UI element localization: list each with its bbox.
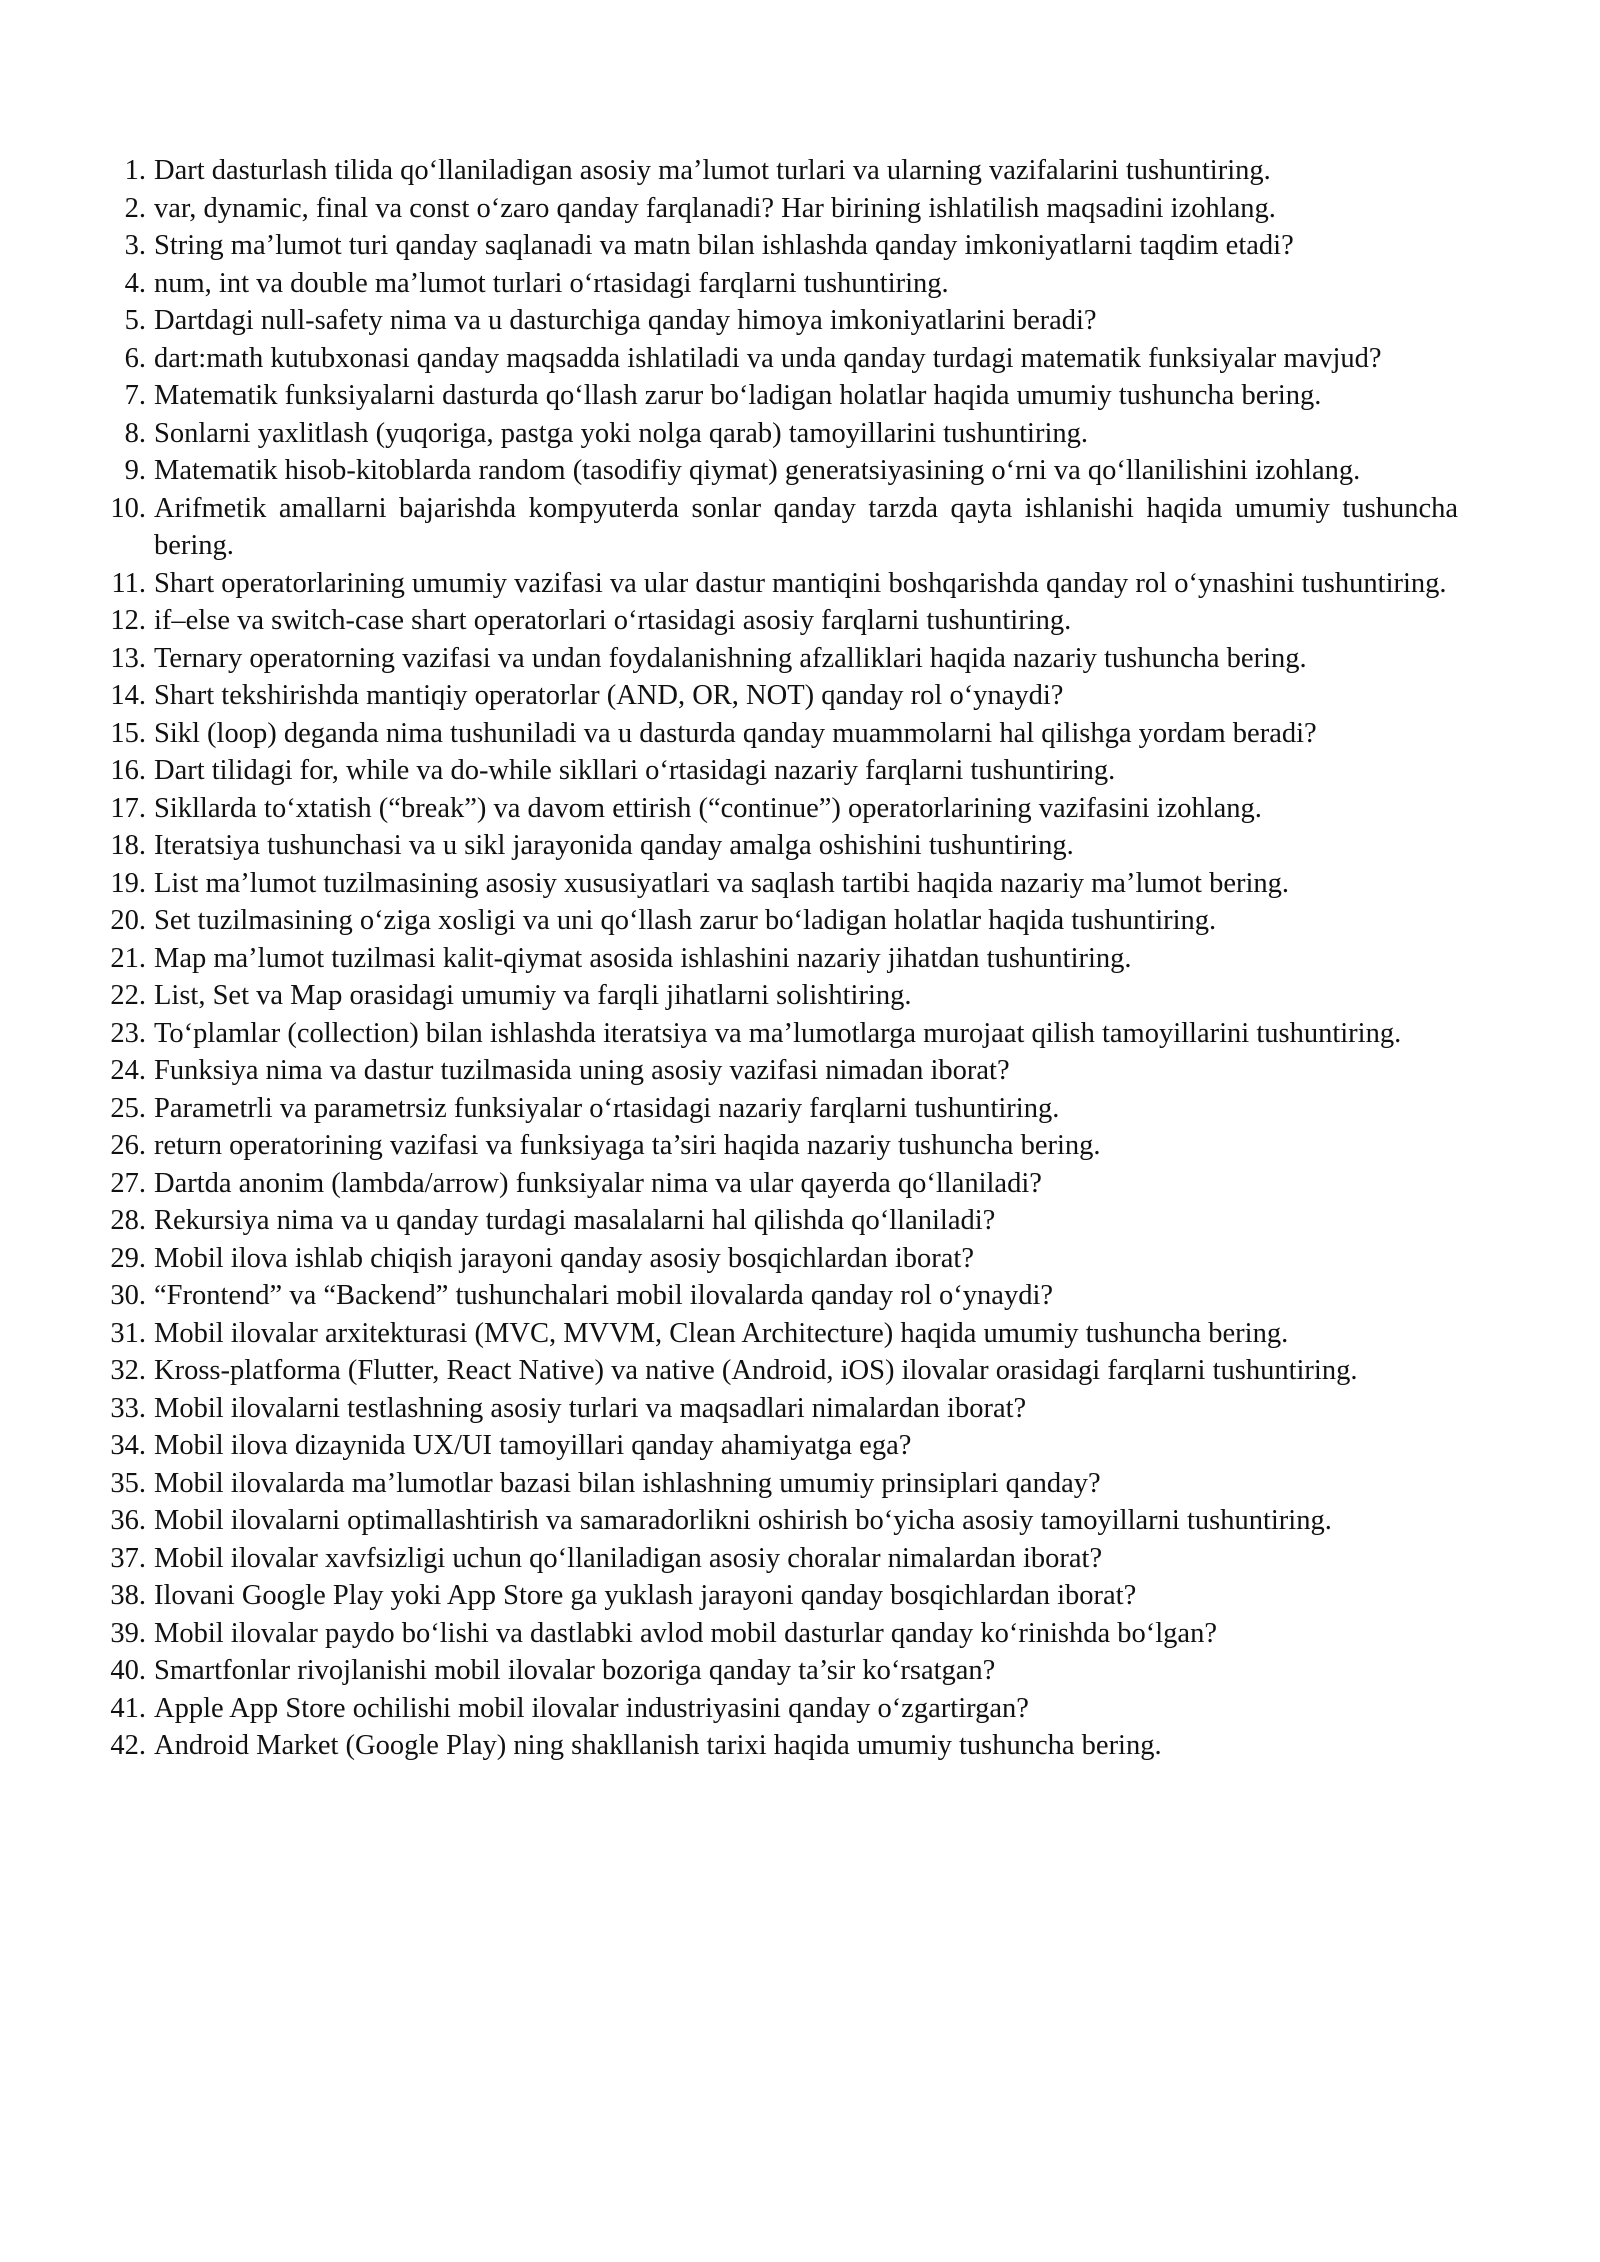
- question-number: 12.: [110, 605, 146, 636]
- question-number: 27.: [110, 1167, 146, 1199]
- question-text: Mobil ilova ishlab chiqish jarayoni qanday asosiy bosqichlardan iborat?: [154, 1242, 974, 1274]
- question-item: [98, 415, 1458, 453]
- question-number: 23.: [110, 1017, 146, 1049]
- question-number: 8.: [124, 417, 146, 449]
- question-number: 4.: [124, 267, 146, 299]
- question-number: 34.: [110, 1430, 146, 1461]
- question-item: [98, 1652, 1458, 1690]
- question-text: Matematik funksiyalarni dasturda qo‘llash zarur bo‘ladigan holatlar haqida umumiy tushuncha bering.: [154, 380, 1322, 411]
- question-text: Matematik hisob-kitoblarda random (tasodifiy qiymat) generatsiyasining o‘rni va qo‘llanilishini izohlang.: [154, 455, 1361, 486]
- question-item: [98, 1540, 1458, 1578]
- question-text: num, int va double ma’lumot turlari o‘rtasidagi farqlarni tushuntiring.: [154, 267, 949, 299]
- question-text: Mobil ilovalarda ma’lumotlar bazasi bilan ishlashning umumiy prinsiplari qanday?: [154, 1467, 1101, 1499]
- question-item: [98, 827, 1458, 865]
- question-item: [98, 1727, 1458, 1765]
- question-number: 30.: [110, 1280, 146, 1311]
- question-text: Sikllarda to‘xtatish (“break”) va davom ettirish (“continue”) operatorlarining vazifasini izohlang.: [154, 792, 1262, 824]
- question-text: Rekursiya nima va u qanday turdagi masalalarni hal qilishda qo‘llaniladi?: [154, 1205, 996, 1236]
- question-text: List, Set va Map orasidagi umumiy va farqli jihatlarni solishtiring.: [154, 980, 912, 1011]
- question-item: [98, 227, 1458, 265]
- question-text: String ma’lumot turi qanday saqlanadi va matn bilan ishlashda qanday imkoniyatlarni taqdim etadi?: [154, 230, 1294, 261]
- question-text: Ilovani Google Play yoki App Store ga yuklash jarayoni qanday bosqichlardan iborat?: [154, 1580, 1137, 1611]
- question-text: List ma’lumot tuzilmasining asosiy xususiyatlari va saqlash tartibi haqida nazariy ma’lumot bering.: [154, 867, 1290, 899]
- question-item: [98, 377, 1458, 415]
- question-item: [98, 1090, 1458, 1128]
- question-item: [98, 1315, 1458, 1353]
- question-item: [98, 752, 1458, 790]
- question-text: Sonlarni yaxlitlash (yuqoriga, pastga yoki nolga qarab) tamoyillarini tushuntiring.: [154, 417, 1088, 449]
- question-number: 31.: [110, 1317, 146, 1349]
- question-item: [98, 977, 1458, 1015]
- question-item: [98, 1690, 1458, 1728]
- question-item: [98, 940, 1458, 978]
- question-number: 9.: [124, 455, 146, 486]
- question-text: Mobil ilovalarni optimallashtirish va samaradorlikni oshirish bo‘yicha asosiy tamoyillarni tushuntiring.: [154, 1505, 1332, 1536]
- question-text: Mobil ilovalar paydo bo‘lishi va dastlabki avlod mobil dasturlar qanday ko‘rinishda bo‘lgan?: [154, 1617, 1217, 1649]
- question-number: 18.: [110, 830, 146, 861]
- question-text: Android Market (Google Play) ning shakllanish tarixi haqida umumiy tushuncha bering.: [154, 1730, 1162, 1761]
- question-number: 25.: [110, 1092, 146, 1124]
- question-number: 28.: [110, 1205, 146, 1236]
- question-number: 42.: [110, 1730, 146, 1761]
- question-number: 24.: [110, 1055, 146, 1086]
- question-text: Map ma’lumot tuzilmasi kalit-qiymat asosida ishlashini nazariy jihatdan tushuntiring.: [154, 942, 1132, 974]
- question-item: [98, 565, 1458, 603]
- question-text: Dartdagi null-safety nima va u dasturchiga qanday himoya imkoniyatlarini beradi?: [154, 305, 1097, 336]
- question-item: [98, 715, 1458, 753]
- question-number: 14.: [110, 680, 146, 711]
- question-number: 21.: [110, 942, 146, 974]
- question-item: [98, 1202, 1458, 1240]
- question-text: Smartfonlar rivojlanishi mobil ilovalar bozoriga qanday ta’sir ko‘rsatgan?: [154, 1655, 996, 1686]
- question-item: [98, 1390, 1458, 1428]
- question-number: 40.: [110, 1655, 146, 1686]
- question-text: Iteratsiya tushunchasi va u sikl jarayonida qanday amalga oshishini tushuntiring.: [154, 830, 1074, 861]
- question-number: 26.: [110, 1130, 146, 1161]
- question-text: dart:math kutubxonasi qanday maqsadda ishlatiladi va unda qanday turdagi matematik funksiyalar mavjud?: [154, 342, 1382, 374]
- question-number: 5.: [124, 305, 146, 336]
- question-text: Mobil ilova dizaynida UX/UI tamoyillari qanday ahamiyatga ega?: [154, 1430, 912, 1461]
- question-number: 17.: [110, 792, 146, 824]
- question-text: Mobil ilovalarni testlashning asosiy turlari va maqsadlari nimalardan iborat?: [154, 1392, 1027, 1424]
- question-number: 10.: [110, 492, 146, 524]
- question-number: 36.: [110, 1505, 146, 1536]
- question-item: [98, 677, 1458, 715]
- question-number: 32.: [110, 1355, 146, 1386]
- question-text: if–else va switch-case shart operatorlari o‘rtasidagi asosiy farqlarni tushuntiring.: [154, 605, 1072, 636]
- question-item: [98, 602, 1458, 640]
- question-item: [98, 1465, 1458, 1503]
- question-text: Dart tilidagi for, while va do-while sikllari o‘rtasidagi nazariy farqlarni tushuntiring.: [154, 755, 1116, 786]
- question-item: [98, 790, 1458, 828]
- question-text: Dart dasturlash tilida qo‘llaniladigan asosiy ma’lumot turlari va ularning vazifalarini tushuntiring.: [154, 155, 1271, 186]
- question-number: 41.: [110, 1692, 146, 1724]
- question-item: [98, 302, 1458, 340]
- question-text: Funksiya nima va dastur tuzilmasida uning asosiy vazifasi nimadan iborat?: [154, 1055, 1010, 1086]
- question-item: [98, 1615, 1458, 1653]
- question-item: [98, 1277, 1458, 1315]
- question-item: [98, 1127, 1458, 1165]
- question-text: Parametrli va parametrsiz funksiyalar o‘rtasidagi nazariy farqlarni tushuntiring.: [154, 1092, 1060, 1124]
- question-text: Dartda anonim (lambda/arrow) funksiyalar nima va ular qayerda qo‘llaniladi?: [154, 1167, 1042, 1199]
- question-number: 29.: [110, 1242, 146, 1274]
- question-number: 13.: [110, 642, 146, 674]
- question-item: [98, 1240, 1458, 1278]
- question-item: [98, 865, 1458, 903]
- question-text: var, dynamic, final va const o‘zaro qanday farqlanadi? Har birining ishlatilish maqsadini izohlang.: [154, 192, 1276, 224]
- question-text: “Frontend” va “Backend” tushunchalari mobil ilovalarda qanday rol o‘ynaydi?: [154, 1280, 1054, 1311]
- question-text: Ternary operatorning vazifasi va undan foydalanishning afzalliklari haqida nazariy tushuncha bering.: [154, 642, 1307, 674]
- question-text: Shart operatorlarining umumiy vazifasi va ular dastur mantiqini boshqarishda qanday rol o‘ynashini tushuntiring.: [154, 567, 1447, 599]
- question-number: 35.: [110, 1467, 146, 1499]
- question-text: Shart tekshirishda mantiqiy operatorlar (AND, OR, NOT) qanday rol o‘ynaydi?: [154, 680, 1064, 711]
- question-item: [98, 1015, 1458, 1053]
- question-number: 19.: [110, 867, 146, 899]
- question-text: Apple App Store ochilishi mobil ilovalar industriyasini qanday o‘zgartirgan?: [154, 1692, 1029, 1724]
- question-item: [98, 1427, 1458, 1465]
- question-number: 16.: [110, 755, 146, 786]
- question-number: 39.: [110, 1617, 146, 1649]
- question-text: Mobil ilovalar arxitekturasi (MVC, MVVM, Clean Architecture) haqida umumiy tushuncha bering.: [154, 1317, 1289, 1349]
- question-item: [98, 1502, 1458, 1540]
- question-number: 3.: [124, 230, 146, 261]
- question-number: 2.: [124, 192, 146, 224]
- question-text: Sikl (loop) deganda nima tushuniladi va u dasturda qanday muammolarni hal qilishga yordam beradi?: [154, 717, 1317, 749]
- question-text: Arifmetik amallarni bajarishda kompyuterda sonlar qanday tarzda qayta ishlanishi haqida umumiy tushuncha bering.: [154, 492, 1458, 561]
- question-text: To‘plamlar (collection) bilan ishlashda iteratsiya va ma’lumotlarga murojaat qilish tamoyillarini tushuntiring.: [154, 1017, 1402, 1049]
- question-item: [98, 1577, 1458, 1615]
- question-number: 20.: [110, 905, 146, 936]
- question-number: 15.: [110, 717, 146, 749]
- question-number: 7.: [124, 380, 146, 411]
- question-item: [98, 1352, 1458, 1390]
- question-item: [98, 1165, 1458, 1203]
- question-text: Mobil ilovalar xavfsizligi uchun qo‘llaniladigan asosiy choralar nimalardan iborat?: [154, 1542, 1103, 1574]
- question-number: 6.: [124, 342, 146, 374]
- question-list: [98, 152, 1458, 1765]
- question-text: return operatorining vazifasi va funksiyaga ta’siri haqida nazariy tushuncha bering.: [154, 1130, 1101, 1161]
- question-text: Set tuzilmasining o‘ziga xosligi va uni qo‘llash zarur bo‘ladigan holatlar haqida tushuntiring.: [154, 905, 1217, 936]
- question-item: [98, 340, 1458, 378]
- question-number: 37.: [110, 1542, 146, 1574]
- question-number: 33.: [110, 1392, 146, 1424]
- question-item: [98, 265, 1458, 303]
- question-item: [98, 490, 1458, 565]
- question-item: [98, 452, 1458, 490]
- question-number: 38.: [110, 1580, 146, 1611]
- question-item: [98, 190, 1458, 228]
- question-item: [98, 902, 1458, 940]
- question-number: 22.: [110, 980, 146, 1011]
- question-item: [98, 640, 1458, 678]
- question-number: 11.: [111, 567, 146, 599]
- question-item: [98, 1052, 1458, 1090]
- question-item: [98, 152, 1458, 190]
- question-text: Kross-platforma (Flutter, React Native) va native (Android, iOS) ilovalar orasidagi farqlarni tushuntiring.: [154, 1355, 1358, 1386]
- question-number: 1.: [124, 155, 146, 186]
